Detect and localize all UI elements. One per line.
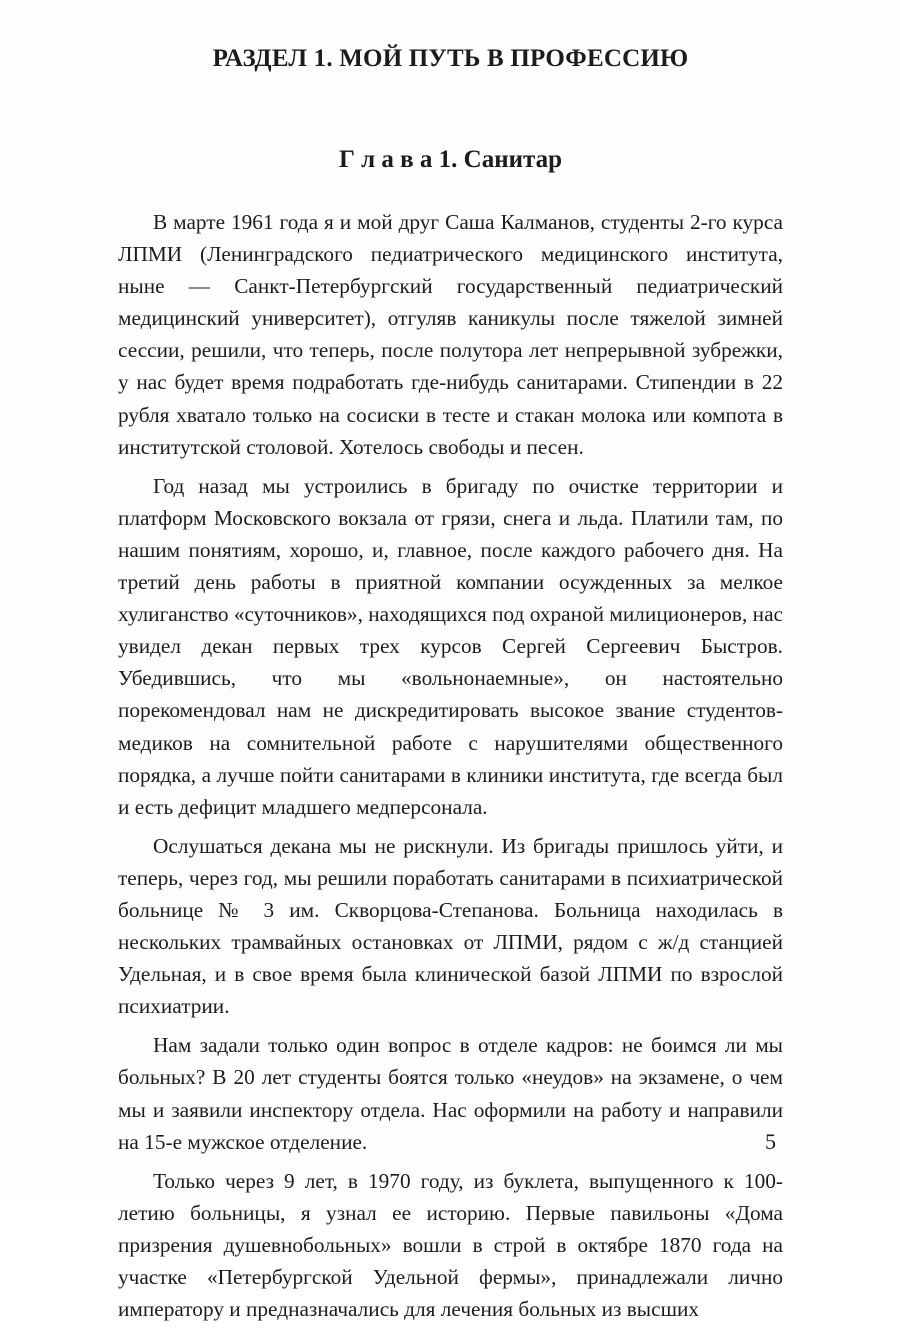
paragraph: Год назад мы устроились в бригаду по очистке территории и платформ Московского вокзала от грязи, снега и льда. Платили там, по нашим понятиям, хорошо, и, главное, после каждого рабочего дня. На третий день работы в приятной компании осужденных за мелкое хулиганство «суточников», находящихся под охраной милиционеров, нас увидел декан первых трех курсов Сергей Сергеевич Быстров. Убедившись, что мы «вольнонаемные», он настоятельно порекомендовал нам не дискредитировать высокое звание студентов-медиков на сомнительной работе с нарушителями общественного порядка, а лучше пойти санитарами в клиники института, где всегда был и есть дефицит младшего медперсонала. (118, 473, 783, 819)
section-title: РАЗДЕЛ 1. МОЙ ПУТЬ В ПРОФЕССИЮ (212, 45, 689, 72)
paragraph: Ослушаться декана мы не рискнули. Из бригады пришлось уйти, и теперь, через год, мы решили поработать санитарами в психиатрической больнице № 3 им. Скворцова-Степанова. Больница находилась в нескольких трамвайных остановках от ЛПМИ, рядом с ж/д станцией Удельная, и в свое время была клинической базой ЛПМИ по взрослой психиатрии. (118, 833, 783, 1019)
paragraph: В марте 1961 года я и мой друг Саша Калманов, студенты 2-го курса ЛПМИ (Ленинградского педиатрического медицинского института, ныне — Санкт-Петербургский государственный педиатрический медицинский университет), отгуляв каникулы после тяжелой зимней сессии, решили, что теперь, после полутора лет непрерывной зубрежки, у нас будет время подработать где-нибудь санитарами. Стипендии в 22 рубля хватало только на сосиски в тесте и стакан молока или компота в институтской столовой. Хотелось свободы и песен. (118, 210, 783, 459)
chapter-title: Г л а в а 1. Санитар (338, 146, 563, 173)
paragraph: Только через 9 лет, в 1970 году, из буклета, выпущенного к 100-летию больницы, я узнал ее историю. Первые павильоны «Дома призрения душевнобольных» вошли в строй в октябре 1870 года на участке «Петербургской Удельной фермы», принадлежали лично императору и предназначались для лечения больных из высших (118, 1168, 783, 1322)
paragraph: Нам задали только один вопрос в отделе кадров: не боимся ли мы больных? В 20 лет студенты боятся только «неудов» на экзамене, о чем мы и заявили инспектору отдела. Нас оформили на работу и направили на 15-е мужское отделение. (118, 1033, 783, 1154)
body-text (118, 206, 783, 1332)
page-number: 5 (765, 1129, 776, 1154)
